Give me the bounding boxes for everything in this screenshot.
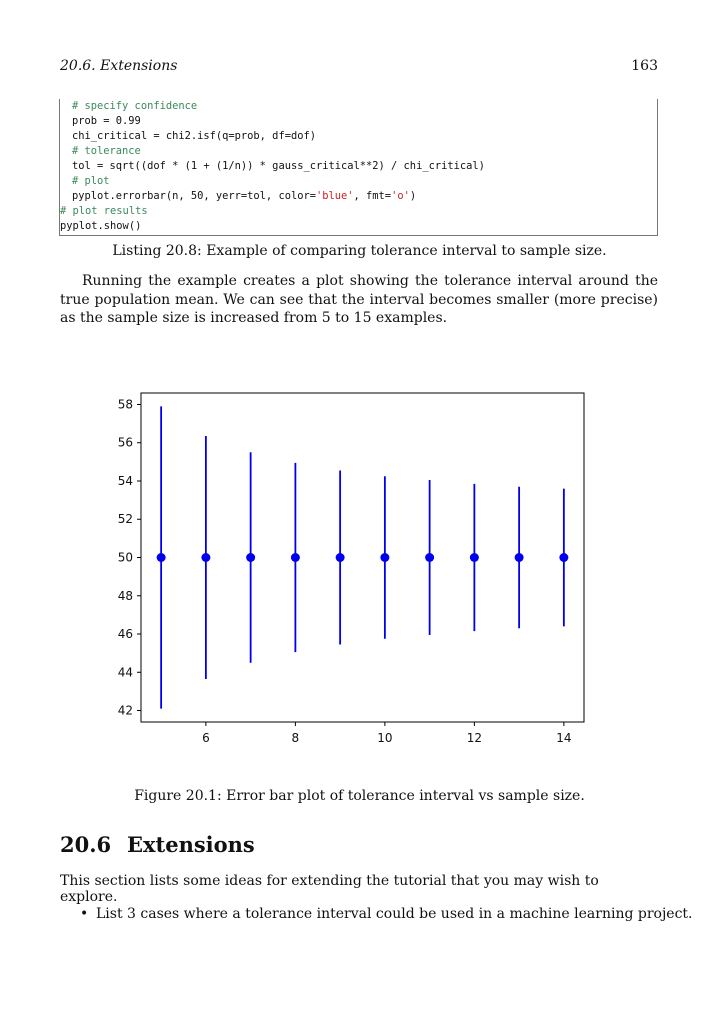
bullet-text: List 3 cases where a tolerance interval could be used in a machine learning project. <box>96 906 693 922</box>
section-heading <box>60 832 255 857</box>
code-text: pyplot.show() <box>60 220 142 232</box>
code-text: pyplot.errorbar(n, 50, yerr=tol, color= <box>72 190 316 202</box>
y-tick-label: 58 <box>117 397 133 412</box>
y-tick-label: 56 <box>117 435 133 450</box>
code-comment: # tolerance <box>72 145 141 157</box>
bullet-icon: • <box>80 906 89 922</box>
x-tick-label: 12 <box>466 731 483 745</box>
code-string: 'blue' <box>315 190 354 202</box>
section-number: 20.6 <box>60 832 112 857</box>
code-comment: # plot results <box>60 205 148 217</box>
code-string: 'o' <box>391 190 410 202</box>
y-tick-label: 52 <box>117 512 133 527</box>
code-line <box>60 219 141 234</box>
x-tick-label: 14 <box>556 731 572 745</box>
code-text: tol = sqrt((dof * (1 + (1/n)) * gauss_critical**2) / chi_critical) <box>72 160 485 172</box>
data-point <box>470 553 479 562</box>
code-text: prob = 0.99 <box>72 115 141 127</box>
data-point <box>425 553 434 562</box>
figure-caption: Figure 20.1: Error bar plot of tolerance interval vs sample size. <box>134 788 585 804</box>
listing-caption: Listing 20.8: Example of comparing tolerance interval to sample size. <box>112 243 607 259</box>
running-head-section: 20.6. Extensions <box>60 58 178 74</box>
data-point <box>201 553 210 562</box>
body-paragraph: Running the example creates a plot showing the tolerance interval around the true population mean. We can see that the interval becomes smaller (more precise) as the sample size is increased from 5 to 15 examples. <box>60 273 658 326</box>
y-tick-label: 54 <box>117 473 133 488</box>
running-head <box>60 58 658 78</box>
data-point <box>291 553 300 562</box>
code-line <box>72 99 197 114</box>
errorbar-chart <box>100 380 600 760</box>
data-point <box>246 553 255 562</box>
page-number: 163 <box>631 58 658 74</box>
code-comment: # specify confidence <box>72 100 198 112</box>
x-tick-label: 10 <box>377 731 393 745</box>
y-tick-label: 46 <box>117 627 133 642</box>
code-text: , fmt= <box>353 190 392 202</box>
code-text: ) <box>409 190 417 202</box>
code-line <box>72 159 485 174</box>
section-title: Extensions <box>127 832 255 857</box>
data-point <box>336 553 345 562</box>
code-line <box>72 114 141 129</box>
data-point <box>515 553 524 562</box>
data-point <box>380 553 389 562</box>
x-tick-label: 8 <box>291 731 300 745</box>
code-listing <box>59 99 658 236</box>
code-line <box>72 129 316 144</box>
y-tick-label: 50 <box>117 550 133 565</box>
y-tick-label: 42 <box>117 703 133 718</box>
x-tick-label: 6 <box>202 731 210 745</box>
y-tick-label: 44 <box>117 665 133 680</box>
section-intro: This section lists some ideas for extending the tutorial that you may wish to explore. <box>60 873 599 905</box>
data-point <box>157 553 166 562</box>
y-tick-label: 48 <box>117 588 133 603</box>
code-text: chi_critical = chi2.isf(q=prob, df=dof) <box>72 130 316 142</box>
code-comment: # plot <box>72 175 110 187</box>
code-line <box>60 204 148 219</box>
code-line <box>72 189 416 204</box>
code-line <box>72 144 141 159</box>
code-line <box>72 174 110 189</box>
bullet-list-item <box>80 906 693 922</box>
data-point <box>559 553 568 562</box>
